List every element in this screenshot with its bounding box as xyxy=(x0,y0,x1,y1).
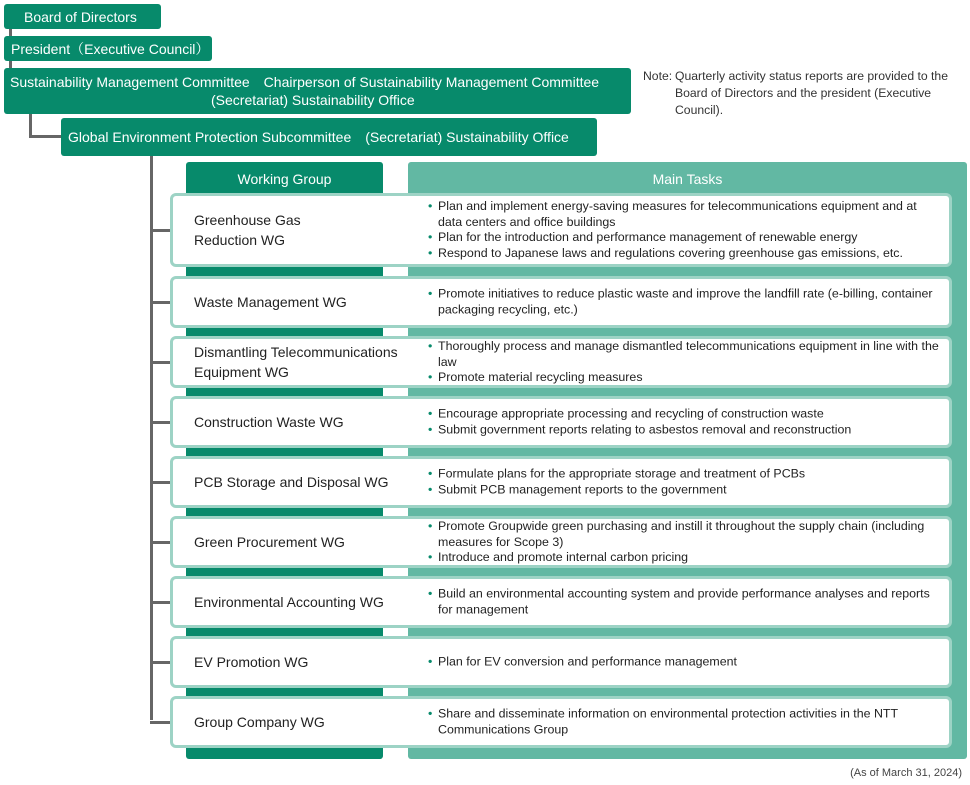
working-group-name-line: Green Procurement WG xyxy=(194,534,345,550)
working-group-name-line: Reduction WG xyxy=(194,232,286,248)
task-item: • Build an environmental accounting system and provide performance analyses and reports for management xyxy=(428,587,943,618)
working-group-name xyxy=(194,412,414,432)
note-line-1: Quarterly activity status reports are provided to the xyxy=(675,69,948,83)
board-label: Board of Directors xyxy=(24,9,137,25)
working-group-name-line: Environmental Accounting WG xyxy=(194,594,384,610)
working-group-name-line: Dismantling Telecommunications xyxy=(194,344,398,360)
note-line-3: Council). xyxy=(675,103,724,117)
connector-row-7 xyxy=(150,661,171,664)
table-row xyxy=(170,516,952,568)
task-item: • Encourage appropriate processing and recycling of construction waste xyxy=(428,407,943,423)
task-list xyxy=(428,587,943,618)
connector-committee-subcommittee-h xyxy=(29,135,62,138)
connector-row-5 xyxy=(150,541,171,544)
working-group-name-line: Waste Management WG xyxy=(194,294,347,310)
main-tasks-header: Main Tasks xyxy=(652,171,723,187)
president-label: President（Executive Council） xyxy=(11,41,210,57)
task-item: • Submit PCB management reports to the government xyxy=(428,482,943,498)
connector-row-8 xyxy=(150,721,171,724)
connector-committee-subcommittee-v xyxy=(29,114,32,137)
task-item: • Share and disseminate information on environmental protection activities in the NTT Communications Group xyxy=(428,707,943,738)
note-label: Note: xyxy=(643,69,673,83)
task-list xyxy=(428,467,943,498)
task-item: • Formulate plans for the appropriate storage and treatment of PCBs xyxy=(428,467,943,483)
task-item: • Plan for EV conversion and performance management xyxy=(428,654,943,670)
subcommittee-box xyxy=(61,118,597,156)
board-of-directors-box xyxy=(4,4,161,29)
table-row xyxy=(170,696,952,748)
working-group-name-line: EV Promotion WG xyxy=(194,654,309,670)
connector-row-3 xyxy=(150,421,171,424)
connector-board-president xyxy=(9,28,12,36)
connector-row-6 xyxy=(150,601,171,604)
connector-subcommittee-trunk xyxy=(150,156,153,720)
working-group-name xyxy=(194,652,414,672)
working-group-name xyxy=(194,532,414,552)
task-list xyxy=(428,654,943,670)
table-row xyxy=(170,576,952,628)
task-item: • Plan for the introduction and performance management of renewable energy xyxy=(428,230,943,246)
task-list xyxy=(428,199,943,261)
table-row xyxy=(170,636,952,688)
task-item: • Promote initiatives to reduce plastic waste and improve the landfill rate (e-billing, container packaging recycling, etc.) xyxy=(428,287,943,318)
working-group-name xyxy=(194,342,414,382)
working-group-name xyxy=(194,472,414,492)
working-group-header: Working Group xyxy=(237,171,332,187)
working-group-name-line: Greenhouse Gas xyxy=(194,212,301,228)
working-group-name xyxy=(194,592,414,612)
note-line-2: Board of Directors and the president (Executive xyxy=(675,86,932,100)
task-item: • Introduce and promote internal carbon pricing xyxy=(428,550,943,566)
working-group-name-line: Construction Waste WG xyxy=(194,414,344,430)
task-list xyxy=(428,707,943,738)
sustainability-committee-box xyxy=(4,68,631,114)
table-row xyxy=(170,276,952,328)
subcommittee-label: Global Environment Protection Subcommittee (Secretariat) Sustainability Office xyxy=(68,129,569,145)
task-list xyxy=(428,287,943,318)
task-item: • Plan and implement energy-saving measures for telecommunications equipment and at data centers and office buildings xyxy=(428,199,943,230)
connector-row-1 xyxy=(150,301,171,304)
task-list xyxy=(428,407,943,438)
committee-label-line2: (Secretariat) Sustainability Office xyxy=(211,92,415,108)
task-list xyxy=(428,339,943,386)
president-box xyxy=(4,36,212,61)
working-group-name xyxy=(194,210,414,250)
working-group-name xyxy=(194,712,414,732)
task-item: • Thoroughly process and manage dismantled telecommunications equipment in line with the law xyxy=(428,339,943,370)
committee-label-line1: Sustainability Management Committee Chairperson of Sustainability Management Committee xyxy=(10,74,600,90)
as-of-date: (As of March 31, 2024) xyxy=(850,767,962,779)
working-group-name-line: PCB Storage and Disposal WG xyxy=(194,474,389,490)
working-group-name-line: Equipment WG xyxy=(194,364,289,380)
connector-row-0 xyxy=(150,229,171,232)
working-group-name-line: Group Company WG xyxy=(194,714,325,730)
connector-row-4 xyxy=(150,481,171,484)
connector-row-2 xyxy=(150,361,171,364)
task-item: • Respond to Japanese laws and regulations covering greenhouse gas emissions, etc. xyxy=(428,246,943,262)
task-item: • Submit government reports relating to asbestos removal and reconstruction xyxy=(428,422,943,438)
task-item: • Promote material recycling measures xyxy=(428,370,943,386)
task-item: • Promote Groupwide green purchasing and instill it throughout the supply chain (including measures for Scope 3) xyxy=(428,519,943,550)
table-row xyxy=(170,336,952,388)
table-row xyxy=(170,456,952,508)
table-row xyxy=(170,396,952,448)
task-list xyxy=(428,519,943,566)
working-group-name xyxy=(194,292,414,312)
table-row xyxy=(170,193,952,267)
